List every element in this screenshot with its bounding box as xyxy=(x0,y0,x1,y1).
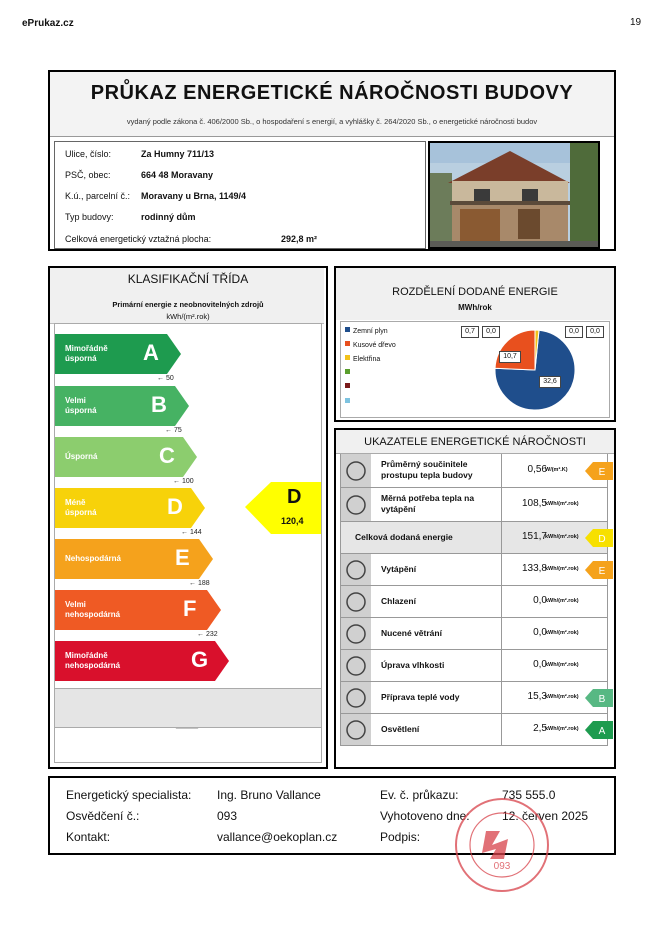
indicator-row xyxy=(340,454,608,488)
legend-swatch xyxy=(345,327,350,332)
result-letter: D xyxy=(287,486,302,508)
value-box: 0,0 xyxy=(565,326,583,338)
specialist-label: Energetický specialista: xyxy=(66,788,192,802)
radiator-icon xyxy=(341,488,371,521)
indicator-value: 15,3 xyxy=(527,691,547,702)
svg-text:093: 093 xyxy=(493,861,511,872)
indicator-unit: kWh/(m².rok) xyxy=(545,726,579,732)
legend-item: Kusové dřevo xyxy=(345,341,396,349)
class-row-c xyxy=(55,437,197,477)
class-limit: ← 188 xyxy=(189,580,210,587)
indicator-name: Průměrný součinitele prostupu tepla budovy xyxy=(381,459,473,480)
indicator-unit: W/(m².K) xyxy=(545,467,568,473)
class-limit: ← 100 xyxy=(173,478,194,485)
indicator-badge-letter: E xyxy=(598,566,606,577)
house-illustration xyxy=(430,143,600,249)
indicator-value: 0,0 xyxy=(533,627,547,638)
indicator-badge xyxy=(585,462,613,480)
indicator-name: Měrná potřeba tepla na vytápění xyxy=(381,493,475,514)
indicator-badge xyxy=(585,721,613,739)
legend-swatch xyxy=(345,355,350,360)
indicator-value: 2,5 xyxy=(533,723,547,734)
indicator-badge xyxy=(585,689,613,707)
indicator-unit: kWh/(m².rok) xyxy=(545,566,579,572)
indicator-row xyxy=(340,554,608,586)
indicator-row xyxy=(340,682,608,714)
page-title: PRŮKAZ ENERGETICKÉ NÁROČNOSTI BUDOVY xyxy=(90,82,574,104)
pie-label-wood: 10,7 xyxy=(499,351,521,363)
class-label: Mimořádně nehospodárná xyxy=(65,651,121,670)
pie-chart xyxy=(485,322,585,419)
indicator-name: Celková dodaná energie xyxy=(355,532,453,542)
auditor-stamp xyxy=(452,795,552,895)
class-limit: ← 144 xyxy=(181,529,202,536)
certificate-label: Osvědčení č.: xyxy=(66,809,140,823)
indicator-badge-letter: B xyxy=(598,694,606,705)
registration-label: Ev. č. průkazu: xyxy=(380,788,459,802)
indicator-row xyxy=(340,522,608,554)
distribution-chart xyxy=(340,321,610,418)
scale-bottom-area xyxy=(54,727,322,763)
pie-slice-kusovdevo xyxy=(495,330,535,370)
distribution-panel xyxy=(334,266,616,422)
legend-item xyxy=(345,369,353,377)
contact-label: Kontakt: xyxy=(66,830,111,844)
class-label: Úsporná xyxy=(65,452,98,461)
signature-label: Podpis: xyxy=(380,830,421,844)
street-value: Za Humny 711/13 xyxy=(141,149,215,159)
indicator-value: 0,0 xyxy=(533,595,547,606)
stamp-icon xyxy=(452,795,552,895)
legend-swatch xyxy=(345,383,350,388)
legend-item xyxy=(345,398,353,406)
class-letter: G xyxy=(191,647,209,672)
indicator-name: Osvětlení xyxy=(381,724,420,734)
indicator-badge xyxy=(585,561,613,579)
fan-icon xyxy=(341,618,371,649)
distribution-title: ROZDĚLENÍ DODANÉ ENERGIE xyxy=(392,286,558,298)
indicator-row xyxy=(340,586,608,618)
class-label: Nehospodárná xyxy=(65,554,122,563)
indicator-row xyxy=(340,650,608,682)
class-row-d xyxy=(55,488,205,528)
class-letter: E xyxy=(175,545,190,570)
faucet-icon xyxy=(341,682,371,713)
indicator-name: Nucené větrání xyxy=(381,628,442,638)
class-limit: ← 75 xyxy=(165,427,182,434)
legend-item: Zemní plyn xyxy=(345,327,388,335)
class-letter: D xyxy=(167,494,183,519)
indicator-unit: kWh/(m².rok) xyxy=(545,630,579,636)
class-row-a xyxy=(55,334,181,374)
class-label: Méně úsporná xyxy=(65,498,97,517)
class-row-f xyxy=(55,590,221,630)
building-info xyxy=(54,141,426,249)
indicators-title: UKAZATELE ENERGETICKÉ NÁROČNOSTI xyxy=(364,436,586,448)
house-icon xyxy=(341,454,371,487)
ku-value: Moravany u Brna, 1149/4 xyxy=(141,191,247,201)
street-label: Ulice, číslo: xyxy=(65,149,112,159)
type-value: rodinný dům xyxy=(141,212,196,222)
page-number: 19 xyxy=(630,17,642,28)
class-label: Mimořádně úsporná xyxy=(65,344,108,363)
indicator-name: Úprava vlhkosti xyxy=(381,660,445,670)
specialist-value: Ing. Bruno Vallance xyxy=(217,788,321,802)
legend-swatch xyxy=(345,341,350,346)
header-panel xyxy=(48,70,616,251)
indicator-unit: kWh/(m².rok) xyxy=(545,598,579,604)
result-arrow xyxy=(245,482,321,534)
ku-label: K.ú., parcelní č.: xyxy=(65,191,131,201)
indicator-unit: kWh/(m².rok) xyxy=(545,694,579,700)
class-row-b xyxy=(55,386,189,426)
indicator-unit: kWh/(m².rok) xyxy=(545,662,579,668)
indicator-value: 133,8 xyxy=(521,563,547,574)
class-letter: B xyxy=(151,392,167,417)
indicator-value: 108,5 xyxy=(521,498,547,509)
indicator-value: 0,56 xyxy=(527,464,547,475)
energy-scale xyxy=(54,323,322,689)
class-row-g xyxy=(55,641,229,681)
indicator-row xyxy=(340,618,608,650)
thermometer-cold-icon xyxy=(341,586,371,617)
classification-title: KLASIFIKAČNÍ TŘÍDA xyxy=(127,272,249,286)
legend-item xyxy=(345,383,353,391)
indicator-name: Chlazení xyxy=(381,596,416,606)
indicator-unit: kWh/(m².rok) xyxy=(545,534,579,540)
value-box: 0,7 xyxy=(461,326,479,338)
humidity-icon xyxy=(341,650,371,681)
indicator-value: 151,7 xyxy=(521,531,547,542)
psc-label: PSČ, obec: xyxy=(65,170,111,180)
indicator-name: Vytápění xyxy=(381,564,417,574)
bulb-icon xyxy=(341,714,371,745)
class-letter: A xyxy=(143,340,159,365)
class-limit: ← 232 xyxy=(197,631,218,638)
legend-item: Elektřina xyxy=(345,355,380,363)
indicators-panel xyxy=(334,428,616,769)
scale-footer xyxy=(54,688,322,728)
class-limit: ← 50 xyxy=(157,375,174,382)
indicator-value: 0,0 xyxy=(533,659,547,670)
scale-footer-arrow xyxy=(55,689,321,729)
certificate-value: 093 xyxy=(217,809,238,823)
class-letter: F xyxy=(183,596,197,621)
result-value: 120,4 xyxy=(281,516,304,526)
distribution-unit: MWh/rok xyxy=(458,303,492,312)
indicator-unit: kWh/(m².rok) xyxy=(545,501,579,507)
indicator-row xyxy=(340,714,608,746)
title-area xyxy=(50,72,614,137)
value-box: 0,0 xyxy=(482,326,500,338)
classification-panel xyxy=(48,266,328,769)
type-label: Typ budovy: xyxy=(65,212,114,222)
registration-value: 735 555.0 xyxy=(502,788,556,802)
indicator-row xyxy=(340,488,608,522)
class-label: Velmi nehospodárná xyxy=(65,600,121,619)
indicator-badge-letter: A xyxy=(598,726,606,737)
classification-subtitle: Primární energie z neobnovitelných zdrojů xyxy=(112,300,264,309)
legend-swatch xyxy=(345,398,350,403)
page-subtitle: vydaný podle zákona č. 406/2000 Sb., o hospodaření s energií, a vyhlášky č. 264/2020 Sb., o energetické náročnosti budov xyxy=(126,117,538,126)
value-box: 0,0 xyxy=(586,326,604,338)
classification-unit: kWh/(m².rok) xyxy=(166,312,210,321)
indicator-name: Příprava teplé vody xyxy=(381,692,460,702)
indicator-badge-letter: E xyxy=(598,467,606,478)
indicator-badge xyxy=(585,529,613,547)
class-letter: C xyxy=(159,443,175,468)
site-name: ePrukaz.cz xyxy=(22,18,74,29)
pie-label-gas: 32,6 xyxy=(539,376,561,388)
legend-swatch xyxy=(345,369,350,374)
contact-value[interactable]: vallance@oekoplan.cz xyxy=(217,830,338,844)
indicator-badge-letter: D xyxy=(598,534,606,545)
date-value: 12. červen 2025 xyxy=(502,809,589,823)
building-photo xyxy=(428,141,600,249)
class-row-e xyxy=(55,539,213,579)
thermometer-icon xyxy=(341,554,371,585)
area-label: Celková energetický vztažná plocha: xyxy=(65,234,212,244)
date-label: Vyhotoveno dne: xyxy=(380,809,470,823)
psc-value: 664 48 Moravany xyxy=(141,170,214,180)
class-label: Velmi úsporná xyxy=(65,396,97,415)
area-value: 292,8 m² xyxy=(281,234,318,244)
